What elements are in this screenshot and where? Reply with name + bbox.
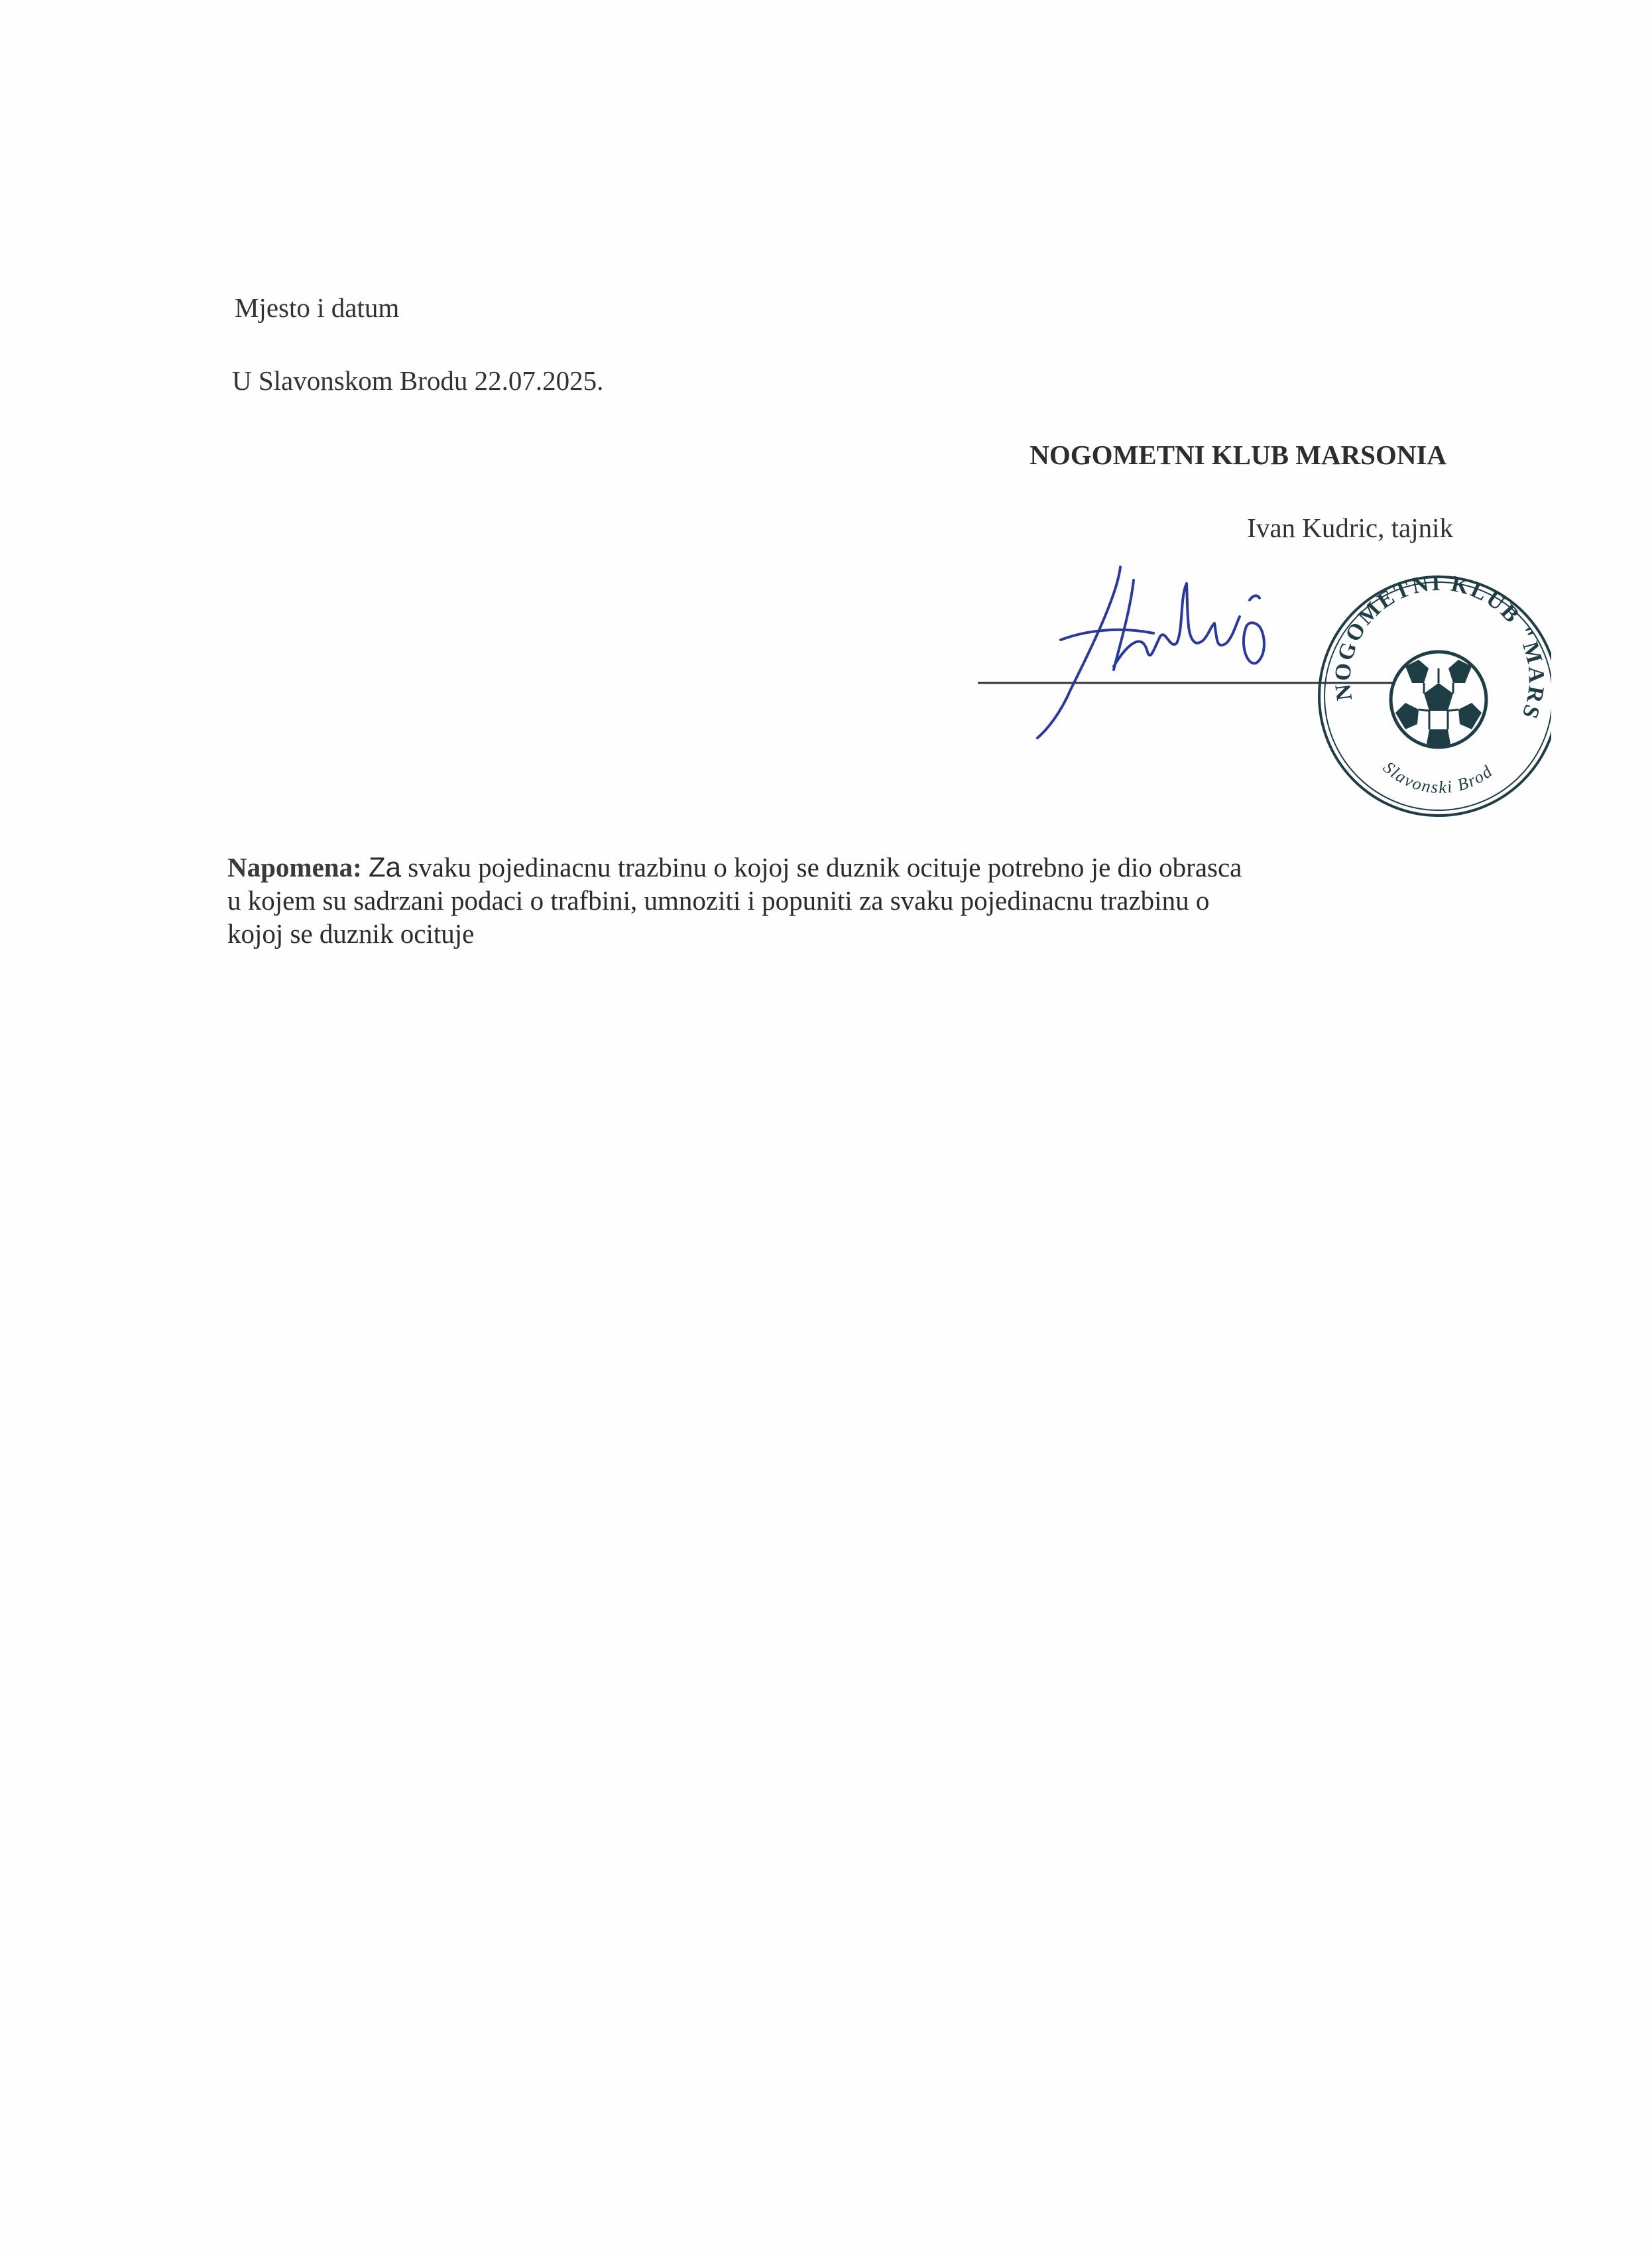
club-name: NOGOMETNI KLUB MARSONIA [1030, 440, 1446, 470]
note-line-1 [227, 851, 1460, 884]
handwritten-signature [1037, 567, 1264, 738]
note-line-1-text: svaku pojedinacnu trazbinu o kojoj se duznik ocituje potrebno je dio obrasca [400, 852, 1242, 883]
signatory-name: Ivan Kudric, tajnik [1247, 513, 1453, 543]
place-label: Mjesto i datum [235, 292, 400, 323]
stamp-top-text: NOGOMETNI KLUB "MARS [1330, 570, 1549, 724]
note-paragraph [227, 851, 1460, 950]
football-icon [1391, 652, 1486, 747]
svg-text:Slavonski Brod [1380, 758, 1497, 797]
note-label: Napomena: [227, 852, 362, 883]
place-and-date: U Slavonskom Brodu 22.07.2025. [232, 365, 604, 396]
note-line-2: u kojem su sadrzani podaci o trafbini, umnoziti i popuniti za svaku pojedinacnu trazbinu o [227, 885, 1210, 916]
note-line-3: kojoj se duznik ocituje [227, 918, 475, 949]
signature-stamp-svg [955, 550, 1551, 842]
note-za: Za [368, 851, 401, 883]
signature-and-stamp [955, 550, 1551, 842]
stamp-bottom-text: Slavonski Brod [1379, 757, 1497, 798]
